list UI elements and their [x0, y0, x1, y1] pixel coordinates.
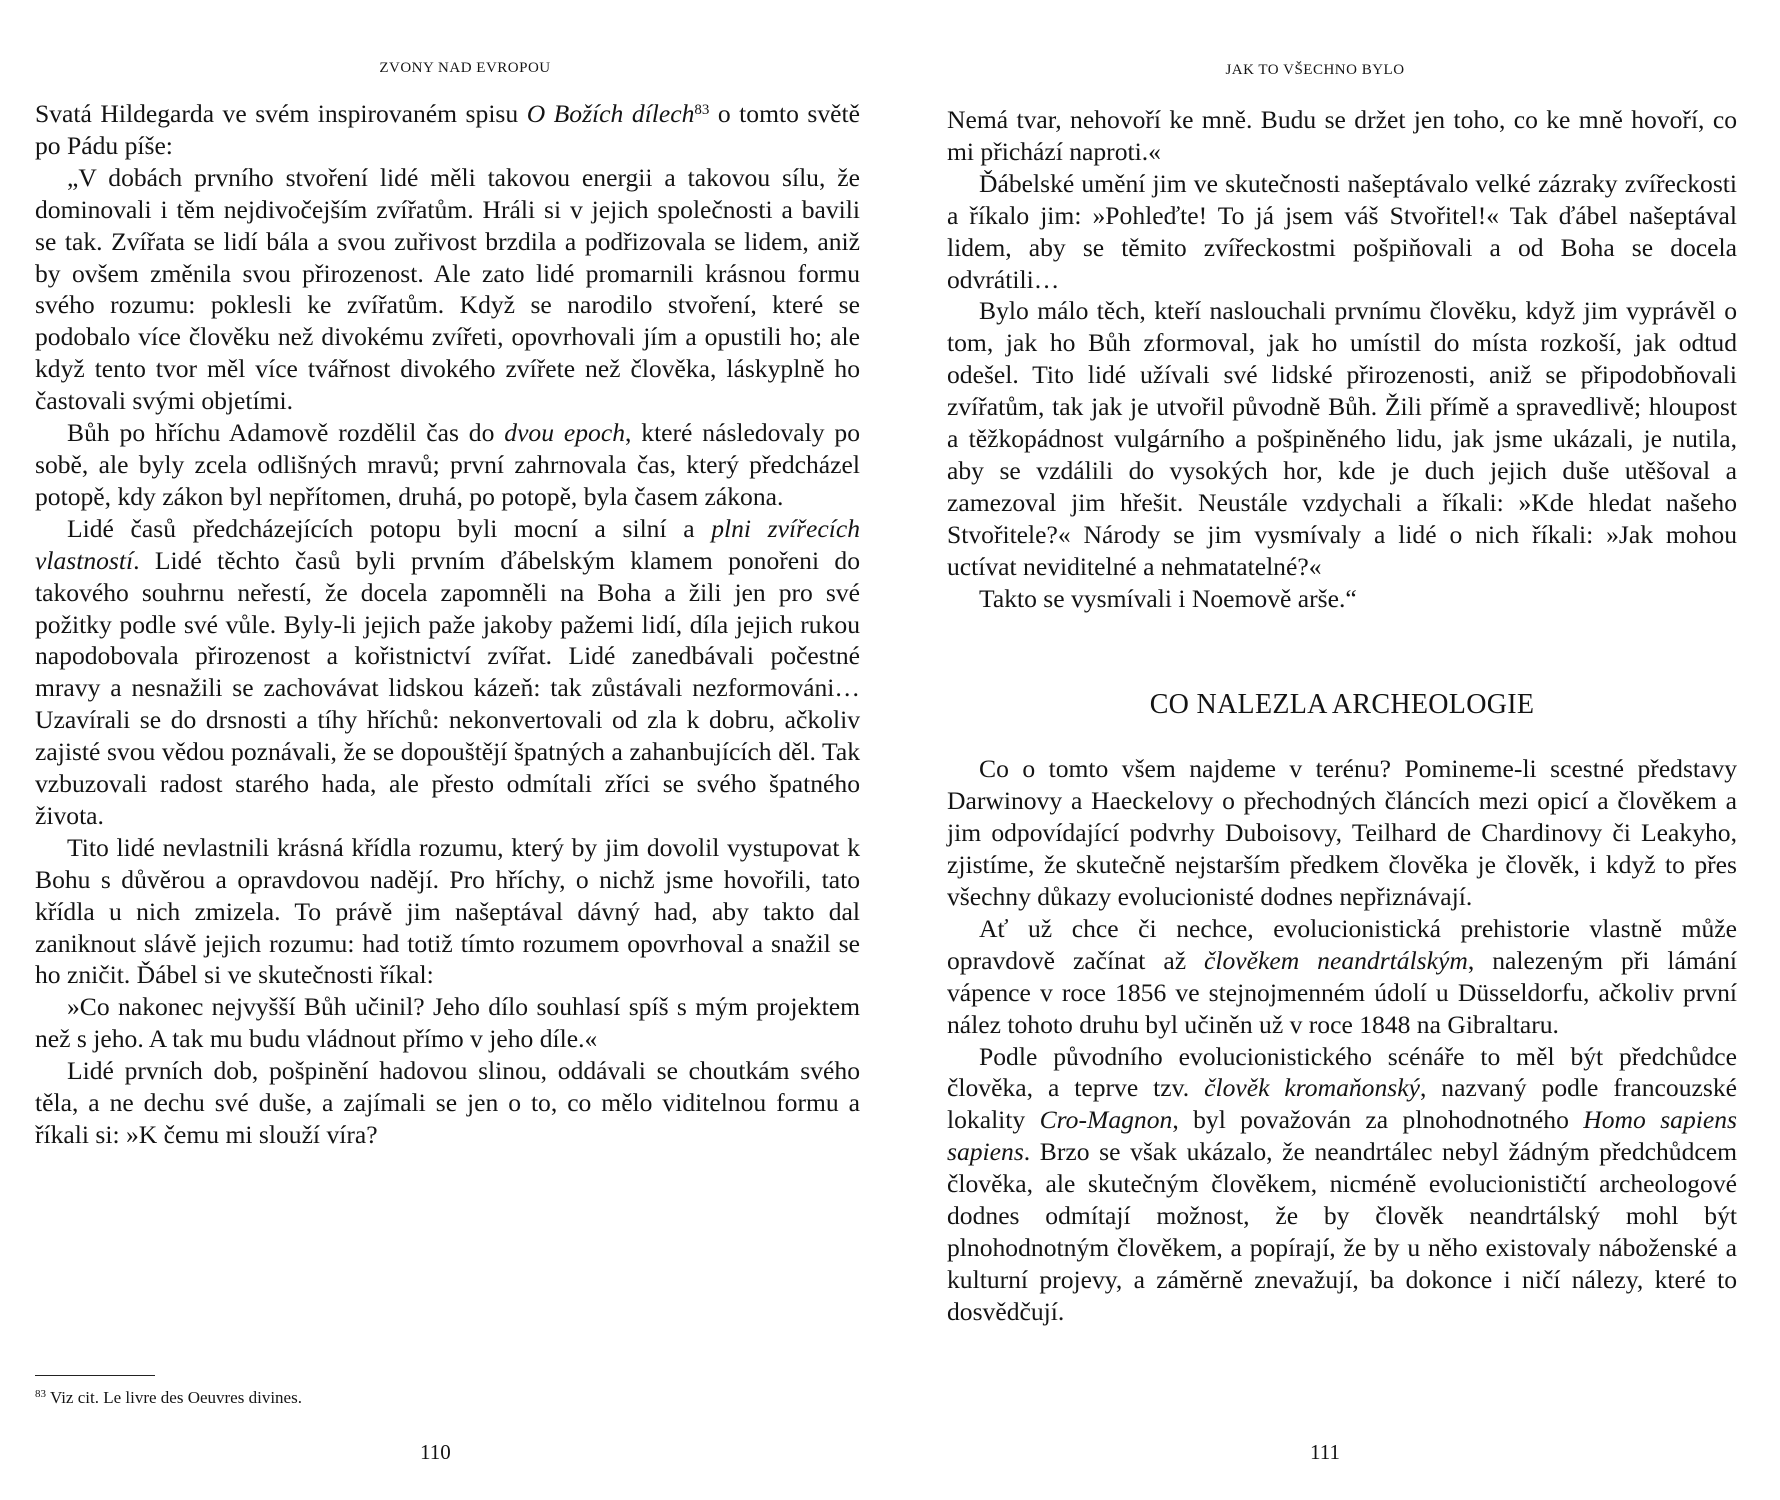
running-head: JAK TO VŠECHNO BYLO: [1225, 62, 1405, 78]
section-heading: CO NALEZLA ARCHEOLOGIE: [1149, 688, 1535, 720]
emphasis: Homo sapiens sapiens: [947, 1105, 1738, 1167]
emphasis: člověk kromaňonský: [1204, 1073, 1420, 1103]
footnote-number: 83: [35, 1388, 46, 1400]
footnote-divider: [35, 1375, 155, 1376]
body-text: [35, 98, 860, 1151]
text-run: Lidé časů předcházejících potopu byli mocní a silní a: [67, 513, 712, 543]
right-page: [890, 0, 1780, 1500]
paragraph: [35, 98, 860, 162]
text-run: , nazvaný podle francouzské lokality: [947, 1073, 1737, 1135]
paragraph: Lidé prvních dob, pošpinění hadovou slinou, oddávali se choutkám svého těla, a ne dechu své duše, a zajímali se jen o to, co mělo viditelnou formu a říkali si: »K čemu mi slouží víra?: [35, 1056, 860, 1149]
text-run: Svatá Hildegarda ve svém inspirovaném spisu: [35, 99, 527, 128]
page-number: 110: [420, 1440, 451, 1464]
emphasis: plni zvířecích vlastností: [35, 513, 860, 575]
text-run: Podle původního evolucionistického scénáře to měl být předchůdce člověka, a teprve tzv.: [947, 1041, 1737, 1103]
paragraph: „V dobách prvního stvoření lidé měli takovou energii a takovou sílu, že dominovali i těm nejdivočejším zvířatům. Hráli si v jejich společnosti a bavili se tak. Zvířata se lidí bála a svou zuřivost brzdila a podřizovala se lidem, aniž by ovšem změnila svou přirozenost. Ale zato lidé promarnili krásnou formu svého rozumu: poklesli ke zvířatům. Když se narodilo stvoření, které se podobalo více člověku než divokému zvířeti, opovrhovali jím a opustili ho; ale když tento tvor měl více tvářnost divokého zvířete než člověka, láskyplně ho častovali svými objetími.: [35, 162, 860, 416]
paragraph: Bylo málo těch, kteří naslouchali prvnímu člověku, když jim vyprávěl o tom, jak ho Bůh zformoval, jak ho umístil do místa rozkoší, jak odtud odešel. Tito lidé užívali své lidské přirozenosti, aniž se připodobňovali zvířatům, tak jak je utvořil původně Bůh. Žili přímě a spravedlivě; hloupost a těžkopádnost vulgárního a pošpiněného lidu, jak jsme ukázali, je nutila, aby se vzdálili do vysokých hor, kde je duch jejich duše utěšoval a zamezoval jim hřešit. Neustále vzdychali a říkali: »Kde hledat našeho Stvořitele?« Národy se jim vysmívaly a lidé o nich říkali: »Jak mohou uctívat neviditelné a nehmatatelné?«: [947, 296, 1737, 581]
emphasis: Cro-Magnon: [1039, 1105, 1173, 1135]
page-number: 111: [1310, 1440, 1340, 1464]
book-title: O Božích dílech: [526, 99, 695, 128]
text-run: o tomto světě po Pádu píše:: [35, 99, 860, 160]
footnote-ref: 83: [694, 102, 710, 118]
paragraph: [35, 513, 860, 832]
body-text: [947, 104, 1737, 1328]
paragraph: Tito lidé nevlastnili krásná křídla rozumu, který by jim dovolil vystupovat k Bohu s důvěrou a opravdovou nadějí. Pro hříchy, o nichž jsme hovořili, tato křídla u nich zmizela. To právě jim našeptával dávný had, aby takto dal zaniknout slávě jejich rozumu: had totiž tímto rozumem opovrhoval a snažil se ho zničit. Ďábel si ve skutečnosti říkal:: [35, 832, 860, 990]
paragraph: Nemá tvar, nehovoří ke mně. Budu se držet jen toho, co ke mně hovoří, co mi přichází naproti.«: [947, 105, 1737, 166]
footnote-text: Viz cit. Le livre des Oeuvres divines.: [46, 1388, 302, 1407]
paragraph: [947, 1041, 1737, 1328]
paragraph: [947, 913, 1737, 1041]
text-run: , byl považován za plnohodnotného: [1172, 1105, 1584, 1135]
paragraph: »Co nakonec nejvyšší Bůh učinil? Jeho dílo souhlasí spíš s mým projektem než s jeho. A tak mu budu vládnout přímo v jeho díle.«: [35, 992, 860, 1054]
emphasis: dvou epoch: [504, 418, 625, 448]
paragraph: Ďábelské umění jim ve skutečnosti našeptávalo velké zázraky zvířeckosti a říkalo jim: »Pohleďte! To já jsem váš Stvořitel!« Tak ďábel našeptával lidem, aby se těmito zvířeckostmi pošpiňovali a od Boha se docela odvrátili…: [947, 168, 1737, 294]
paragraph: [35, 417, 860, 513]
paragraph: Co o tomto všem najdeme v terénu? Pomineme-li scestné představy Darwinovy a Haeckelovy o přechodných článcích mezi opicí a člověkem a jim odpovídající podvrhy Duboisovy, Teilhard de Chardinovy či Leakyho, zjistíme, že skutečně nejstarším předkem člověka je člověk, i když to přes všechny důkazy evolucionisté dodnes nepřiznávají.: [947, 754, 1737, 912]
text-run: Ať už chce či nechce, evolucionistická prehistorie vlastně může opravdově začínat až: [947, 913, 1737, 975]
footnote: [35, 1388, 535, 1408]
text-run: Bůh po hříchu Adamově rozdělil čas do: [67, 418, 505, 448]
running-head: ZVONY NAD EVROPOU: [379, 60, 551, 76]
paragraph: Takto se vysmívali i Noemově arše.“: [979, 583, 1357, 613]
text-run: . Lidé těchto časů byli prvním ďábelským klamem ponořeni do takového souhrnu neřestí, že docela zapomněli na Boha a žili jen pro své požitky podle své vůle. Byly-li jejich paže jakoby pažemi lidí, díla jejich rukou napodobovala přirozenost a kořistnictví zvířat. Lidé zanedbávali počestné mravy a nesnažili se zachovávat lidskou kázeň: tak zůstávali nezformováni… Uzavírali se do drsnosti a tíhy hříchů: nekonvertovali od zla k dobru, ačkoliv zajisté svou vědou poznávali, že se dopouštějí špatných a zahanbujících děl. Tak vzbuzovali radost starého hada, ale přesto odmítali zříci se svého špatného života.: [35, 545, 860, 830]
emphasis: člověkem neandrtálským: [1204, 945, 1468, 975]
text-run: , které následovaly po sobě, ale byly zcela odlišných mravů; první zahrnovala čas, který předcházel potopě, kdy zákon byl nepřítomen, druhá, po potopě, byla časem zákona.: [35, 418, 860, 511]
text-run: , nalezeným při lámání vápence v roce 1856 ve stejnojmenném údolí u Düsseldorfu, ačkoliv první nález tohoto druhu byl učiněn už v roce 1848 na Gibraltaru.: [947, 945, 1737, 1039]
text-run: . Brzo se však ukázalo, že neandrtálec nebyl žádným předchůdcem člověka, ale skutečným člověkem, nicméně evolucionističtí archeologové dodnes odmítají možnost, že by člověk neandrtálský mohl být plnohodnotným člověkem, a popírají, že by u něho existovaly náboženské a kulturní projevy, a záměrně znevažují, ba dokonce i ničí nálezy, které to dosvědčují.: [947, 1137, 1737, 1326]
